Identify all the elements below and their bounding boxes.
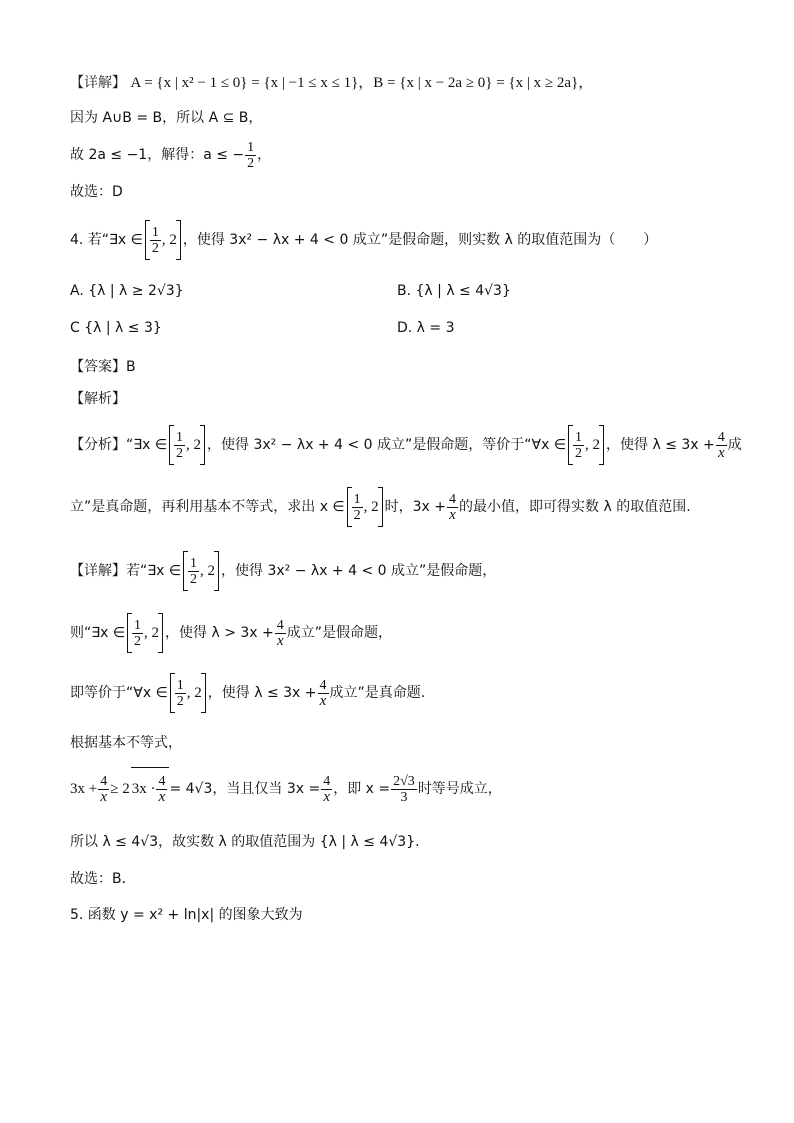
solve-text: 故 2a ≤ −1，解得：a ≤ − — [70, 147, 245, 163]
option-d: D. λ = 3 — [397, 320, 455, 336]
square-root: 3x · $\frac{4}{x}$ — [131, 767, 170, 810]
interval-bracket: $\frac{1}{2}$ , 2 — [169, 425, 205, 465]
inequality-line: 3x + $\frac{4}{x}$ ≥ 2 3x · $\frac{4}{x}$ = 4√3，当且仅当 3x = $\frac{4}{x}$ ，即 x = $\frac{2√3}{3}$ 时等号成立， — [70, 767, 502, 810]
q4-suffix: ，使得 3x² − λx + 4 < 0 成立”是假命题，则实数 λ 的取值范围为（ ） — [182, 232, 658, 248]
fraction-one-half: $\frac{1}{2}$ — [247, 139, 255, 171]
question-4 — [70, 219, 657, 261]
fraction-2sqrt3-over-3: $\frac{2√3}{3}$ — [393, 773, 415, 805]
option-b: B. {λ | λ ≤ 4√3} — [397, 283, 511, 299]
set-definitions: A = {x | x² − 1 ≤ 0} = {x | −1 ≤ x ≤ 1}，B = {x | x − 2a ≥ 0} = {x | x ≥ 2a}， — [130, 75, 594, 91]
conclusion-line: 所以 λ ≤ 4√3，故实数 λ 的取值范围为 {λ | λ ≤ 4√3}. — [70, 834, 420, 850]
detail-line-3: 即等价于“∀x ∈ $\frac{1}{2}$ , 2 ，使得 λ ≤ 3x + $\frac{4}{x}$ 成立”是真命题. — [70, 672, 425, 714]
fraction-4-over-x: $\frac{4}{x}$ — [319, 677, 327, 709]
interval-bracket: $\frac{1}{2}$ , 2 — [347, 487, 383, 527]
analysis-tag: 【解析】 — [70, 391, 126, 407]
choice-d-line: 故选：D — [70, 184, 123, 200]
fraction-4-over-x: $\frac{4}{x}$ — [717, 429, 725, 461]
interval-bracket: $\frac{1}{2}$ , 2 — [145, 220, 181, 260]
analysis-line-2: 立”是真命题，再利用基本不等式，求出 x ∈ $\frac{1}{2}$ , 2 时，3x + $\frac{4}{x}$ 的最小值，即可得实数 λ 的取值范围. — [70, 486, 691, 528]
interval-bracket: $\frac{1}{2}$ , 2 — [170, 673, 206, 713]
option-a: A. {λ | λ ≥ 2√3} — [70, 283, 184, 299]
detail-line-2: 则“∃x ∈ $\frac{1}{2}$ , 2 ，使得 λ > 3x + $\frac{4}{x}$ 成立”是假命题， — [70, 612, 392, 654]
fraction-4-over-x: $\frac{4}{x}$ — [449, 491, 457, 523]
interval-bracket: $\frac{1}{2}$ , 2 — [568, 425, 604, 465]
union-line: 因为 A∪B = B，所以 A ⊆ B， — [70, 110, 263, 126]
fraction-4-over-x: $\frac{4}{x}$ — [323, 773, 331, 805]
choice-b-line: 故选：B． — [70, 871, 136, 887]
option-c: C {λ | λ ≤ 3} — [70, 320, 162, 336]
basic-inequality-label: 根据基本不等式， — [70, 735, 182, 751]
analysis-line-1: 【分析】“∃x ∈ $\frac{1}{2}$ , 2 ，使得 3x² − λx + 4 < 0 成立”是假命题，等价于“∀x ∈ $\frac{1}{2}$ , 2 ，使得 λ ≤ 3x + $\frac{4}{x}$ 成 — [70, 424, 742, 466]
fraction-4-over-x: $\frac{4}{x}$ — [276, 617, 284, 649]
fraction-4-over-x: $\frac{4}{x}$ — [100, 773, 108, 805]
interval-bracket: $\frac{1}{2}$ , 2 — [183, 551, 219, 591]
detail-line-sets — [70, 73, 593, 93]
solve-line: 故 2a ≤ −1，解得：a ≤ − $\frac{1}{2}$ ， — [70, 139, 272, 171]
detail-tag: 【详解】 — [70, 75, 126, 91]
interval-bracket: $\frac{1}{2}$ , 2 — [127, 613, 163, 653]
answer-line: 【答案】B — [70, 359, 136, 375]
detail-line-1: 【详解】若“∃x ∈ $\frac{1}{2}$ , 2 ，使得 3x² − λx + 4 < 0 成立”是假命题， — [70, 550, 496, 592]
question-5: 5. 函数 y = x² + ln|x| 的图象大致为 — [70, 907, 303, 923]
q4-prefix: 4. 若“∃x ∈ — [70, 232, 143, 248]
